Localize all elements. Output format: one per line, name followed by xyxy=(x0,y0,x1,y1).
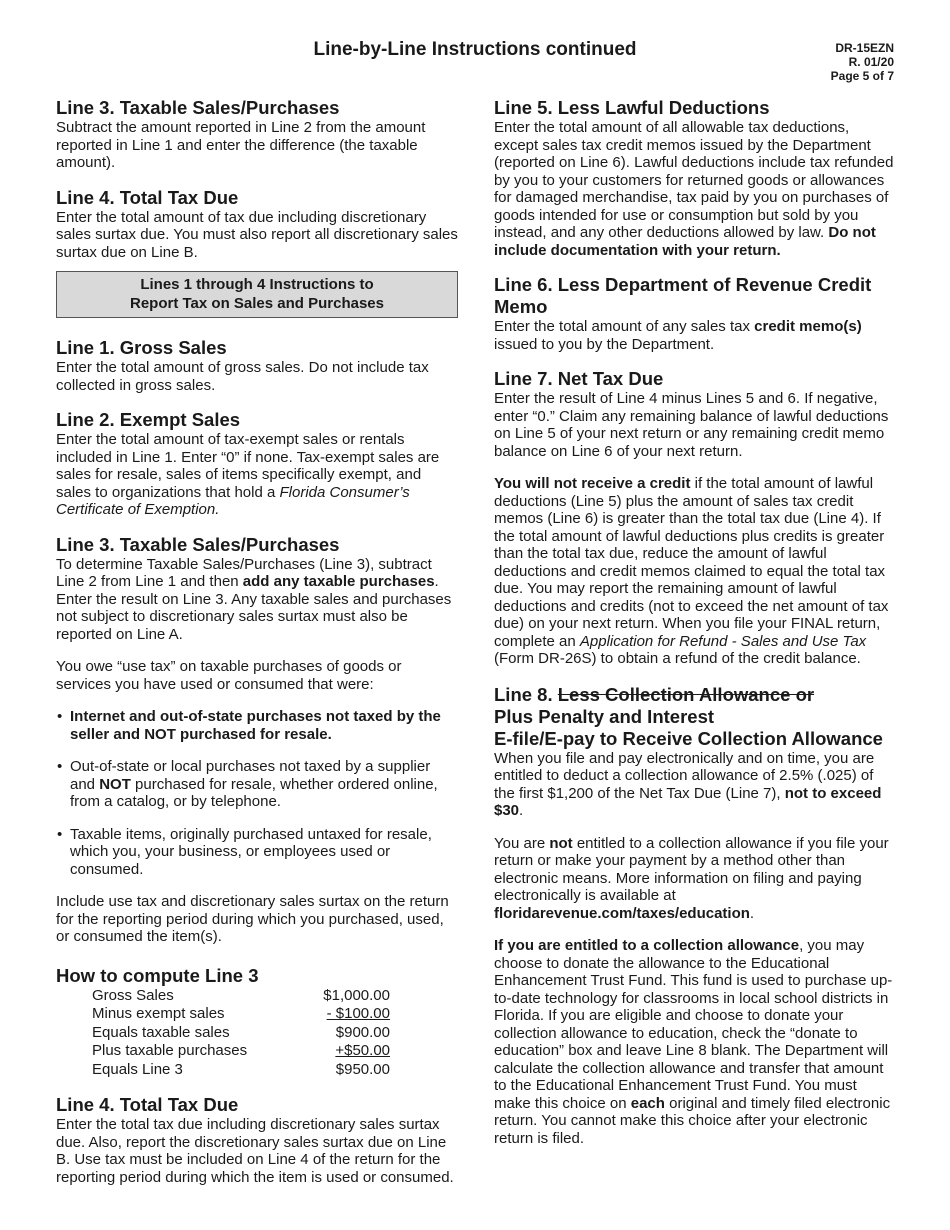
instructions-box-line1: Lines 1 through 4 Instructions to xyxy=(140,276,374,293)
not-entitled-paragraph xyxy=(494,835,894,923)
line7-section xyxy=(494,368,894,460)
not-entitled-end: . xyxy=(749,904,755,922)
line6-body xyxy=(494,318,894,353)
line6-body-text-2: issued to you by the Department. xyxy=(494,335,715,353)
line4-section xyxy=(56,1094,458,1186)
left-column xyxy=(56,97,458,1201)
bullet2-bold: NOT xyxy=(99,775,131,793)
line2-section xyxy=(56,409,458,519)
donate-bold: If you are entitled to a collection allowance xyxy=(494,937,800,954)
line8-body-text: When you file and pay electronically and on time, you are entitled to deduct a collection allowance of 2.5% (.025) of the first $1,200 of the Net Tax Due (Line 7), xyxy=(494,749,875,802)
include-use-tax-text: Include use tax and discretionary sales surtax on the return for the reporting period during which you purchased, used, or consumed the item(s). xyxy=(56,893,449,945)
line3-summary-body: Subtract the amount reported in Line 2 from the amount reported in Line 1 and enter the difference (the taxable amount). xyxy=(56,119,426,171)
line2-body-italic: Florida Consumer’s Certificate of Exemption. xyxy=(56,483,410,518)
use-tax-bullets xyxy=(56,708,458,878)
compute-heading: How to compute Line 3 xyxy=(56,964,259,986)
not-entitled-bold: not xyxy=(549,834,573,852)
bullet3-text: Taxable items, originally purchased untaxed for resale, which you, your business, or employees used or consumed. xyxy=(70,825,432,878)
line3-body-bold: add any taxable purchases xyxy=(242,573,435,590)
credit-bold: You will not receive a credit xyxy=(494,475,691,492)
bullet-item xyxy=(56,708,458,743)
table-row xyxy=(92,1061,390,1080)
credit-paragraph xyxy=(494,475,894,668)
line8-heading-line2: Plus Penalty and Interest xyxy=(494,705,715,727)
line3-summary-heading: Line 3. Taxable Sales/Purchases xyxy=(56,97,340,118)
line3-section xyxy=(56,534,458,644)
form-revision: R. 01/20 xyxy=(848,55,894,69)
credit-italic: Application for Refund - Sales and Use Tax xyxy=(579,632,867,650)
line8-body-bold: not to exceed $30 xyxy=(494,784,882,819)
line3-heading: Line 3. Taxable Sales/Purchases xyxy=(56,533,340,555)
line4-summary-heading: Line 4. Total Tax Due xyxy=(56,186,239,208)
line3-summary-section xyxy=(56,97,458,172)
line4-body: Enter the total tax due including discretionary sales surtax due. Also, report the discretionary sales surtax due on Line B. Use tax must be included on Line 4 of the return for the reporting period during which the item is used or consumed. xyxy=(56,1116,454,1186)
line1-body: Enter the total amount of gross sales. Do not include tax collected in gross sales. xyxy=(56,359,429,394)
line2-body-text: Enter the total amount of tax-exempt sales or rentals included in Line 1. Enter “0” if none. Tax-exempt sales are sales for resale, sales of items specifically exempt, and sales to organizations that hold a xyxy=(56,431,440,501)
line7-heading: Line 7. Net Tax Due xyxy=(494,368,664,389)
compute-label: Minus exempt sales xyxy=(92,1005,225,1022)
instructions-box-line2: Report Tax on Sales and Purchases xyxy=(130,295,384,312)
compute-label: Plus taxable purchases xyxy=(92,1042,248,1059)
form-number: DR-15EZN xyxy=(835,41,894,55)
donate-text: , you may choose to donate the allowance to the Educational Enhancement Trust Fund. This fund is used to purchase up-to-date technology for classrooms in local school districts in Florida. If you are eligible and choose to donate your collection allowance to education, check the “donate to education” box and leave Line 8 blank. The Department will calculate the collection allowance and transfer that amount to the Educational Enhancement Trust Fund. You must make this choice on xyxy=(494,937,893,1112)
compute-label: Gross Sales xyxy=(92,986,174,1004)
form-identifier xyxy=(831,41,894,83)
donate-paragraph xyxy=(494,937,894,1147)
page-number: Page 5 of 7 xyxy=(830,69,894,83)
bullet2-text: Out-of-state or local purchases not taxed by a supplier and xyxy=(70,758,431,793)
bullet2-text-2: purchased for resale, whether ordered online, from a catalog, or by telephone. xyxy=(70,775,438,810)
line2-heading: Line 2. Exempt Sales xyxy=(56,409,241,430)
table-row xyxy=(92,1042,390,1061)
compute-amount: $1,000.00 xyxy=(323,986,390,1004)
line3-body-text: To determine Taxable Sales/Purchases (Line 3), subtract Line 2 from Line 1 and then xyxy=(56,555,432,590)
line4-heading: Line 4. Total Tax Due xyxy=(56,1094,239,1115)
line3-body-text-2: . Enter the result on Line 3. Any taxable sales and purchases not subject to discretionary sales surtax must also be reported on Line A. xyxy=(56,573,452,643)
line5-body xyxy=(494,119,894,259)
line8-section xyxy=(494,684,894,820)
table-row xyxy=(92,1005,390,1024)
compute-table xyxy=(92,987,390,1080)
use-tax-intro: You owe “use tax” on taxable purchases of goods or services you have used or consumed that were: xyxy=(56,658,402,693)
line8-heading-prefix: Line 8. xyxy=(494,683,558,705)
credit-text: if the total amount of lawful deductions (Line 5) plus the amount of sales tax credit memos (Line 6) is greater than the total tax due (Line 4). If the total amount of lawful deductions plus credits is greater than the total tax due, reduce the amount of lawful deductions and credit memos claimed to equal the total tax due. You may report the remaining amount of lawful deductions and credits (not to exceed the net amount of tax due) on your next return. When you file your FINAL return, complete an xyxy=(494,475,889,650)
line6-section xyxy=(494,274,894,353)
bullet-item xyxy=(56,758,458,811)
compute-section xyxy=(56,965,458,1080)
line6-body-bold: credit memo(s) xyxy=(754,318,862,335)
line7-body: Enter the result of Line 4 minus Lines 5 and 6. If negative, enter “0.” Claim any remaining balance of lawful deductions on Line 5 of your next return or any remaining credit memo balance on Line 6 of your next return. xyxy=(494,390,889,460)
line5-heading: Line 5. Less Lawful Deductions xyxy=(494,97,770,118)
line8-heading-struck: Less Collection Allowance or xyxy=(557,683,815,705)
compute-amount: $950.00 xyxy=(335,1060,390,1078)
credit-text-2: (Form DR-26S) to obtain a refund of the credit balance. xyxy=(494,650,861,667)
line4-summary-body: Enter the total amount of tax due including discretionary sales surtax due. You must also report all discretionary sales surtax due on Line B. xyxy=(56,208,458,261)
donate-text-2: original and timely filed electronic return. You cannot make this choice after your electronic return is filed. xyxy=(494,1094,891,1147)
compute-amount: +$50.00 xyxy=(335,1042,390,1059)
line8-body xyxy=(494,750,894,820)
line5-body-bold: Do not include documentation with your return. xyxy=(494,224,876,259)
line6-heading: Line 6. Less Department of Revenue Credit Memo xyxy=(494,274,872,317)
line2-body xyxy=(56,431,458,519)
line8-subheading: E-file/E-pay to Receive Collection Allowance xyxy=(494,727,883,749)
compute-amount: - $100.00 xyxy=(326,1005,390,1022)
line1-section xyxy=(56,337,458,394)
line8-heading xyxy=(494,684,894,706)
not-entitled-text: You are xyxy=(494,834,550,852)
line5-section xyxy=(494,97,894,259)
line8-body-end: . xyxy=(519,802,524,819)
bullet-item xyxy=(56,826,458,879)
table-row xyxy=(92,987,390,1006)
education-link[interactable]: floridarevenue.com/taxes/education xyxy=(494,904,750,922)
page-title: Line-by-Line Instructions continued xyxy=(313,39,637,60)
bullet1-bold: Internet and out-of-state purchases not taxed by the seller and NOT purchased for resale. xyxy=(70,708,441,743)
line4-summary-section xyxy=(56,187,458,262)
donate-bold-2: each xyxy=(630,1094,665,1112)
compute-label: Equals taxable sales xyxy=(92,1023,230,1041)
compute-amount: $900.00 xyxy=(335,1023,390,1041)
line6-body-text: Enter the total amount of any sales tax xyxy=(494,318,755,335)
table-row xyxy=(92,1024,390,1043)
not-entitled-text-2: entitled to a collection allowance if you file your return or make your payment by a method other than electronic means. More information on filing and paying electronically is available at xyxy=(494,834,889,904)
line1-heading: Line 1. Gross Sales xyxy=(56,337,227,358)
compute-label: Equals Line 3 xyxy=(92,1060,183,1078)
line3-body xyxy=(56,556,458,644)
right-column xyxy=(494,97,894,1162)
instructions-box xyxy=(56,271,458,318)
line5-body-text: Enter the total amount of all allowable tax deductions, except sales tax credit memos issued by the Department (reported on Line 6). Lawful deductions include tax refunded by you to your customers for returned goods or allowances for damaged merchandise, tax paid by you on purchases of goods intended for use or consumption but sold by you instead, and any other deductions allowed by law. xyxy=(494,119,894,241)
